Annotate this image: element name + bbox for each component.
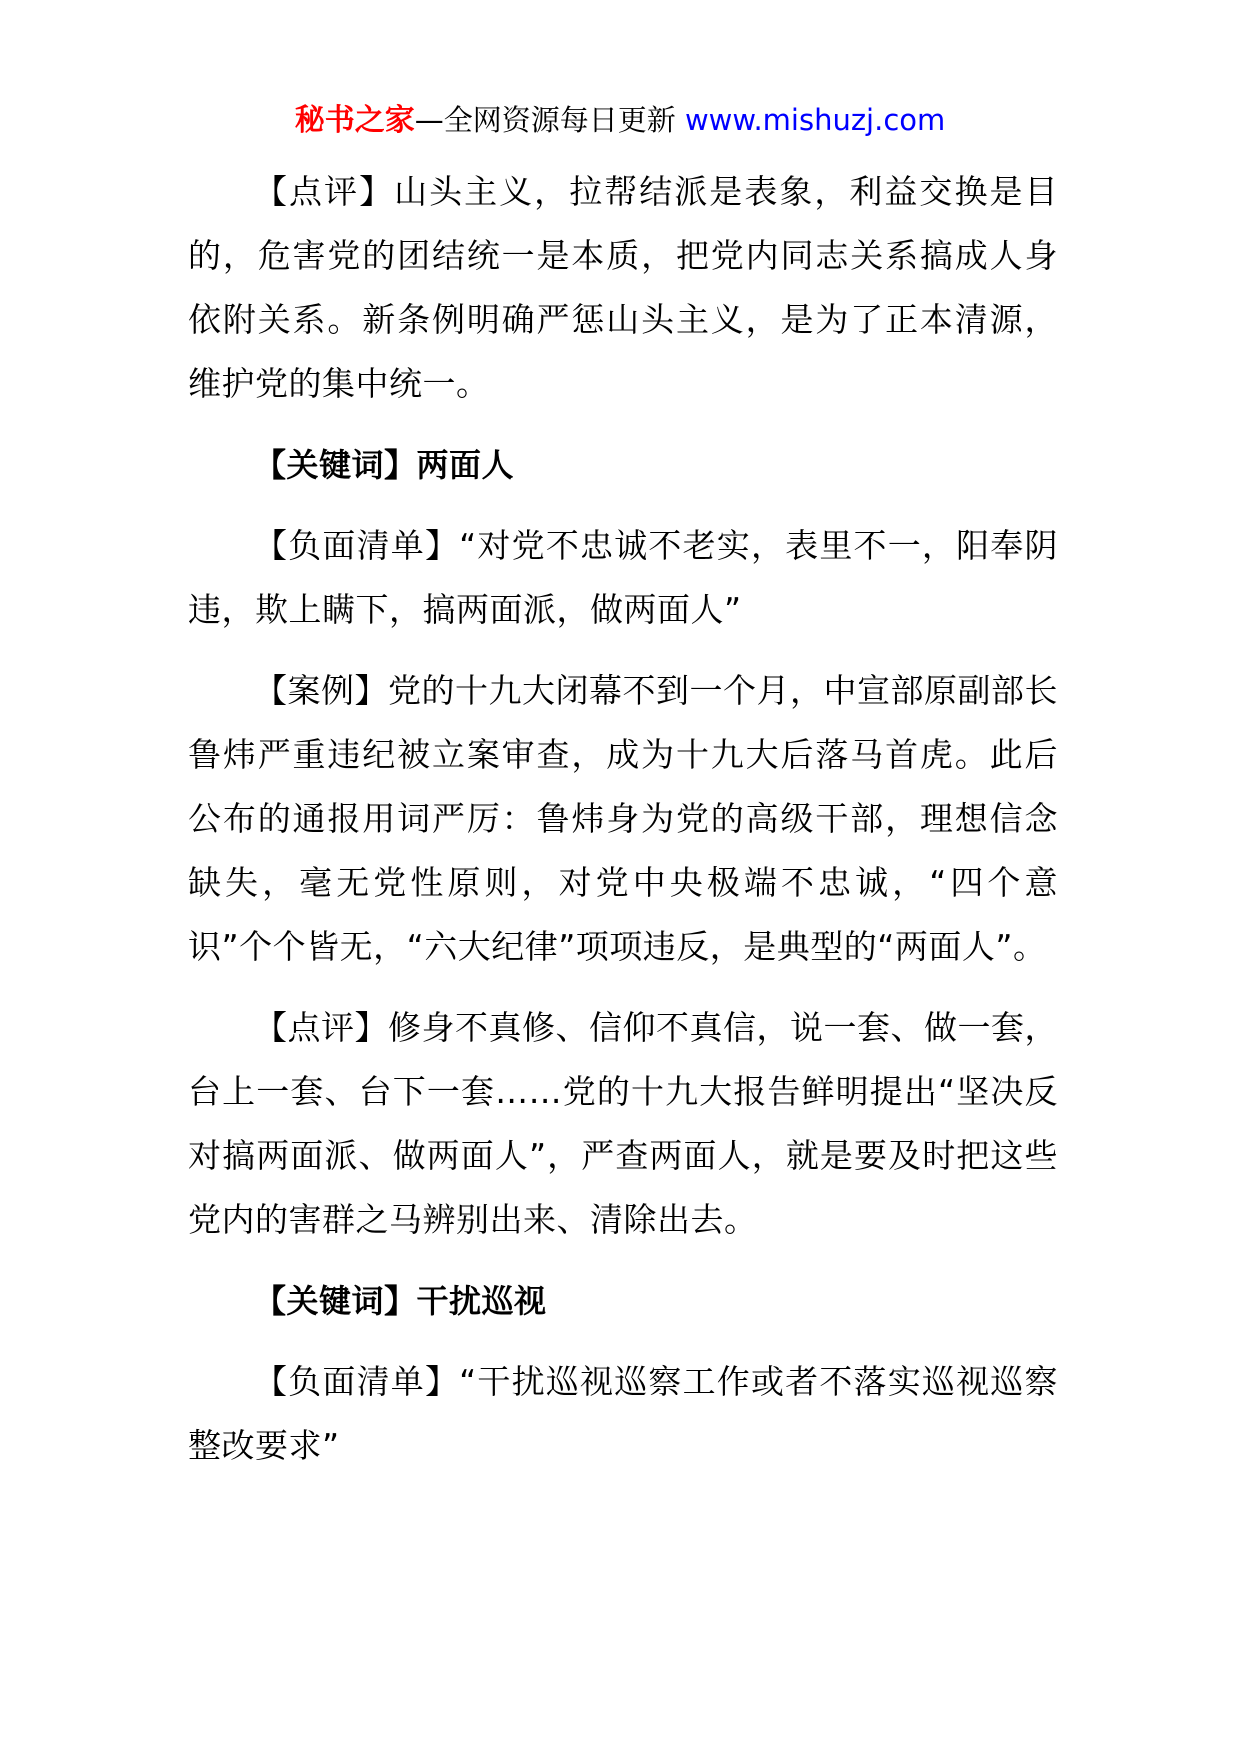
paragraph-case: 【案例】党的十九大闭幕不到一个月，中宣部原副部长鲁炜严重违纪被立案审查，成为十九大后落马首虎。此后公布的通报用词严厉：鲁炜身为党的高级干部，理想信念缺失，毫无党性原则，对党中央极端不忠诚，“四个意识”个个皆无，“六大纪律”项项违反，是典型的“两面人”。 — [188, 671, 1058, 966]
header-tagline: —全网资源每日更新 — [414, 103, 676, 137]
paragraph-commentary-1: 【点评】山头主义，拉帮结派是表象，利益交换是目的，危害党的团结统一是本质，把党内同志关系搞成人身依附关系。新条例明确严惩山头主义，是为了正本清源，维护党的集中统一。 — [188, 172, 1058, 403]
site-header — [0, 100, 1240, 141]
site-url-link[interactable]: www.mishuzj.com — [684, 103, 946, 137]
document-body — [188, 160, 1058, 1478]
paragraph-negative-list-2: 【负面清单】“干扰巡视巡察工作或者不落实巡视巡察整改要求” — [188, 1362, 1058, 1465]
paragraph-negative-list-1: 【负面清单】“对党不忠诚不老实，表里不一，阳奉阴违，欺上瞒下，搞两面派，做两面人” — [188, 526, 1058, 629]
brand-name: 秘书之家 — [294, 103, 415, 138]
keyword-heading-two-faced: 【关键词】两面人 — [254, 446, 515, 484]
paragraph-commentary-2: 【点评】修身不真修、信仰不真信，说一套、做一套，台上一套、台下一套……党的十九大报告鲜明提出“坚决反对搞两面派、做两面人”，严查两面人，就是要及时把这些党内的害群之马辨别出来、清除出去。 — [188, 1008, 1058, 1239]
keyword-heading-inspection: 【关键词】干扰巡视 — [254, 1282, 547, 1320]
